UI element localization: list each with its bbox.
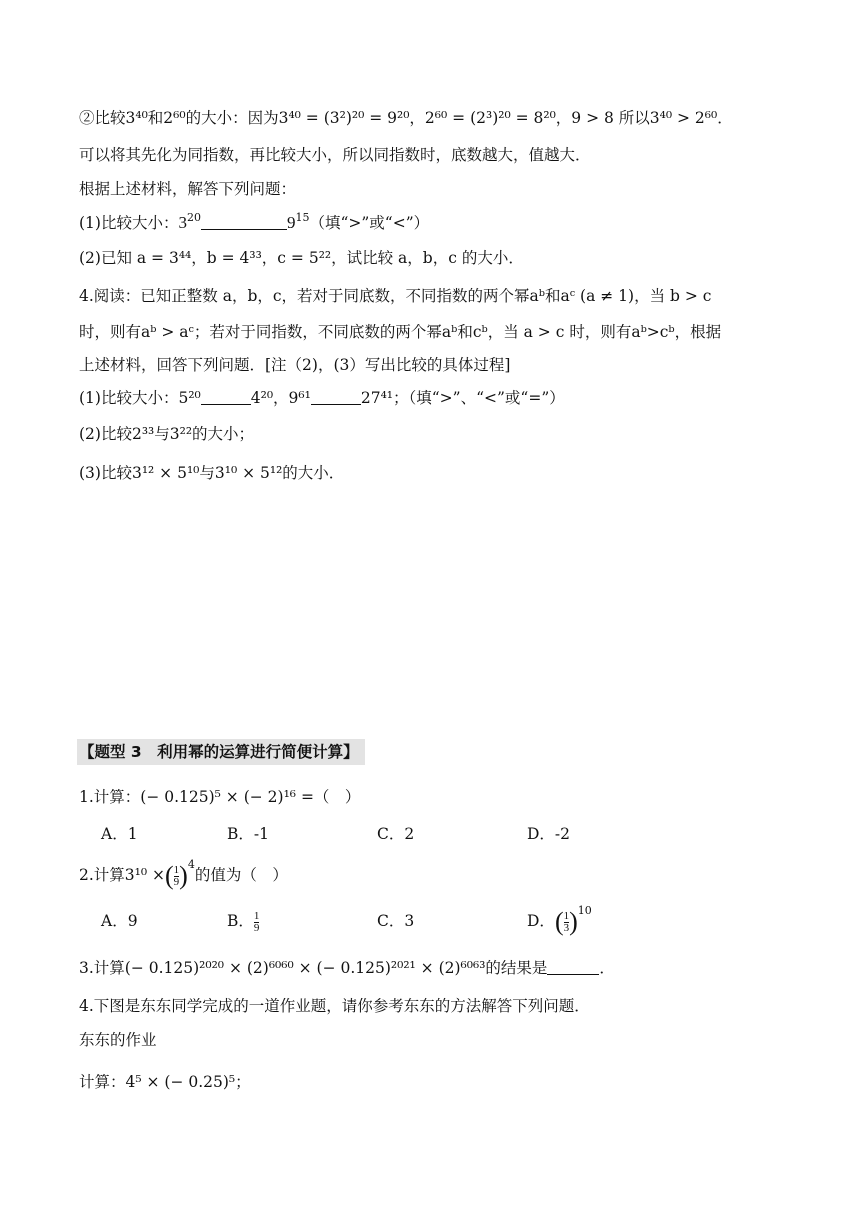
q2-suffix: 的值为（ ） [194, 866, 288, 884]
q1-option-d[interactable]: D．-2 [527, 825, 571, 843]
q2-fraction: $\frac{1}{9}$ [173, 863, 180, 888]
q2-option-b-fraction: $\frac{1}{9}$ [253, 909, 260, 934]
answer-blank[interactable] [201, 388, 251, 405]
answer-blank[interactable] [547, 958, 599, 975]
q2-option-d-fraction: $\frac{1}{3}$ [563, 909, 570, 934]
line-instruction: 根据上述材料，解答下列问题： [79, 180, 297, 198]
q1-term-a-exp: 20 [186, 211, 201, 224]
q2-exp: 4 [187, 858, 195, 871]
q2-option-b[interactable]: B． $\frac{1}{9}$ [227, 909, 260, 934]
q1-fill-hint: （填“>”或“<”） [309, 214, 430, 232]
q2-option-d[interactable]: D．( $\frac{1}{3}$ )$^{10}$ [527, 904, 592, 936]
line-read-q3: (3)比较3¹² × 5¹⁰与3¹⁰ × 5¹²的大小． [79, 464, 345, 482]
q1-option-c[interactable]: C．2 [377, 825, 415, 843]
question-1: 1.计算：(− 0.125)⁵ × (− 2)¹⁶ =（ ） [79, 788, 361, 806]
answer-blank[interactable] [311, 388, 361, 405]
q1-term-b: 9 [286, 213, 296, 232]
question-3 [79, 957, 615, 979]
line-read-3: 上述材料，回答下列问题．[注（2)，(3）写出比较的具体过程] [79, 356, 511, 374]
q2-prefix: 2.计算3¹⁰ × [79, 866, 165, 884]
section-heading: 【题型 3 利用幂的运算进行简便计算】 [77, 739, 365, 765]
q1-option-b[interactable]: B．-1 [227, 825, 269, 843]
read-q1-a: 5²⁰ [178, 389, 201, 407]
read-q1-c: 27⁴¹；（填“>”、“<”或“=”） [360, 389, 565, 407]
line-q2-abc: (2)已知 a = 3⁴⁴，b = 4³³，c = 5²²，试比较 a，b，c 的大小． [79, 249, 524, 267]
line-read-1: 4.阅读：已知正整数 a，b，c，若对于同底数，不同指数的两个幂aᵇ和aᶜ (a ≠ 1)，当 b > c [79, 287, 712, 305]
q3-text: 3.计算(− 0.125)²⁰²⁰ × (2)⁶⁰⁶⁰ × (− 0.125)²⁰²¹ × (2)⁶⁰⁶³的结果是 [79, 959, 548, 977]
q1-prefix: (1)比较大小： [79, 214, 179, 232]
answer-blank[interactable] [201, 213, 287, 230]
question-4: 4.下图是东东同学完成的一道作业题，请你参考东东的方法解答下列问题． [79, 997, 590, 1015]
line-q1-compare [79, 212, 429, 234]
q1-term-a: 3 [178, 213, 187, 232]
line-read-2: 时，则有aᵇ > aᶜ；若对于同指数，不同底数的两个幂aᵇ和cᵇ，当 a > c 时，则有aᵇ>cᵇ，根据 [79, 323, 722, 341]
line-read-q1 [79, 387, 565, 409]
q3-end: ． [599, 959, 615, 977]
q2-option-a[interactable]: A．9 [101, 912, 138, 930]
question-2 [79, 858, 288, 890]
line-read-q2: (2)比较2³³与3²²的大小； [79, 425, 255, 443]
line-compare-example: ②比较3⁴⁰和2⁶⁰的大小：因为3⁴⁰ = (3²)²⁰ = 9²⁰，2⁶⁰ = (2³)²⁰ = 8²⁰，9 > 8 所以3⁴⁰ > 2⁶⁰． [79, 109, 733, 127]
homework-title: 东东的作业 [79, 1031, 157, 1049]
q2-option-c[interactable]: C．3 [377, 912, 415, 930]
read-q1-prefix: (1)比较大小： [79, 389, 179, 407]
q1-option-a[interactable]: A．1 [101, 825, 138, 843]
line-conclusion: 可以将其先化为同指数，再比较大小，所以同指数时，底数越大，值越大． [79, 146, 591, 164]
q2-right-paren: ) [179, 861, 188, 890]
q1-term-b-exp: 15 [295, 211, 310, 224]
homework-calc: 计算：4⁵ × (− 0.25)⁵； [79, 1073, 251, 1091]
q2-left-paren: ( [165, 861, 174, 890]
read-q1-b: 4²⁰，9⁶¹ [250, 389, 311, 407]
